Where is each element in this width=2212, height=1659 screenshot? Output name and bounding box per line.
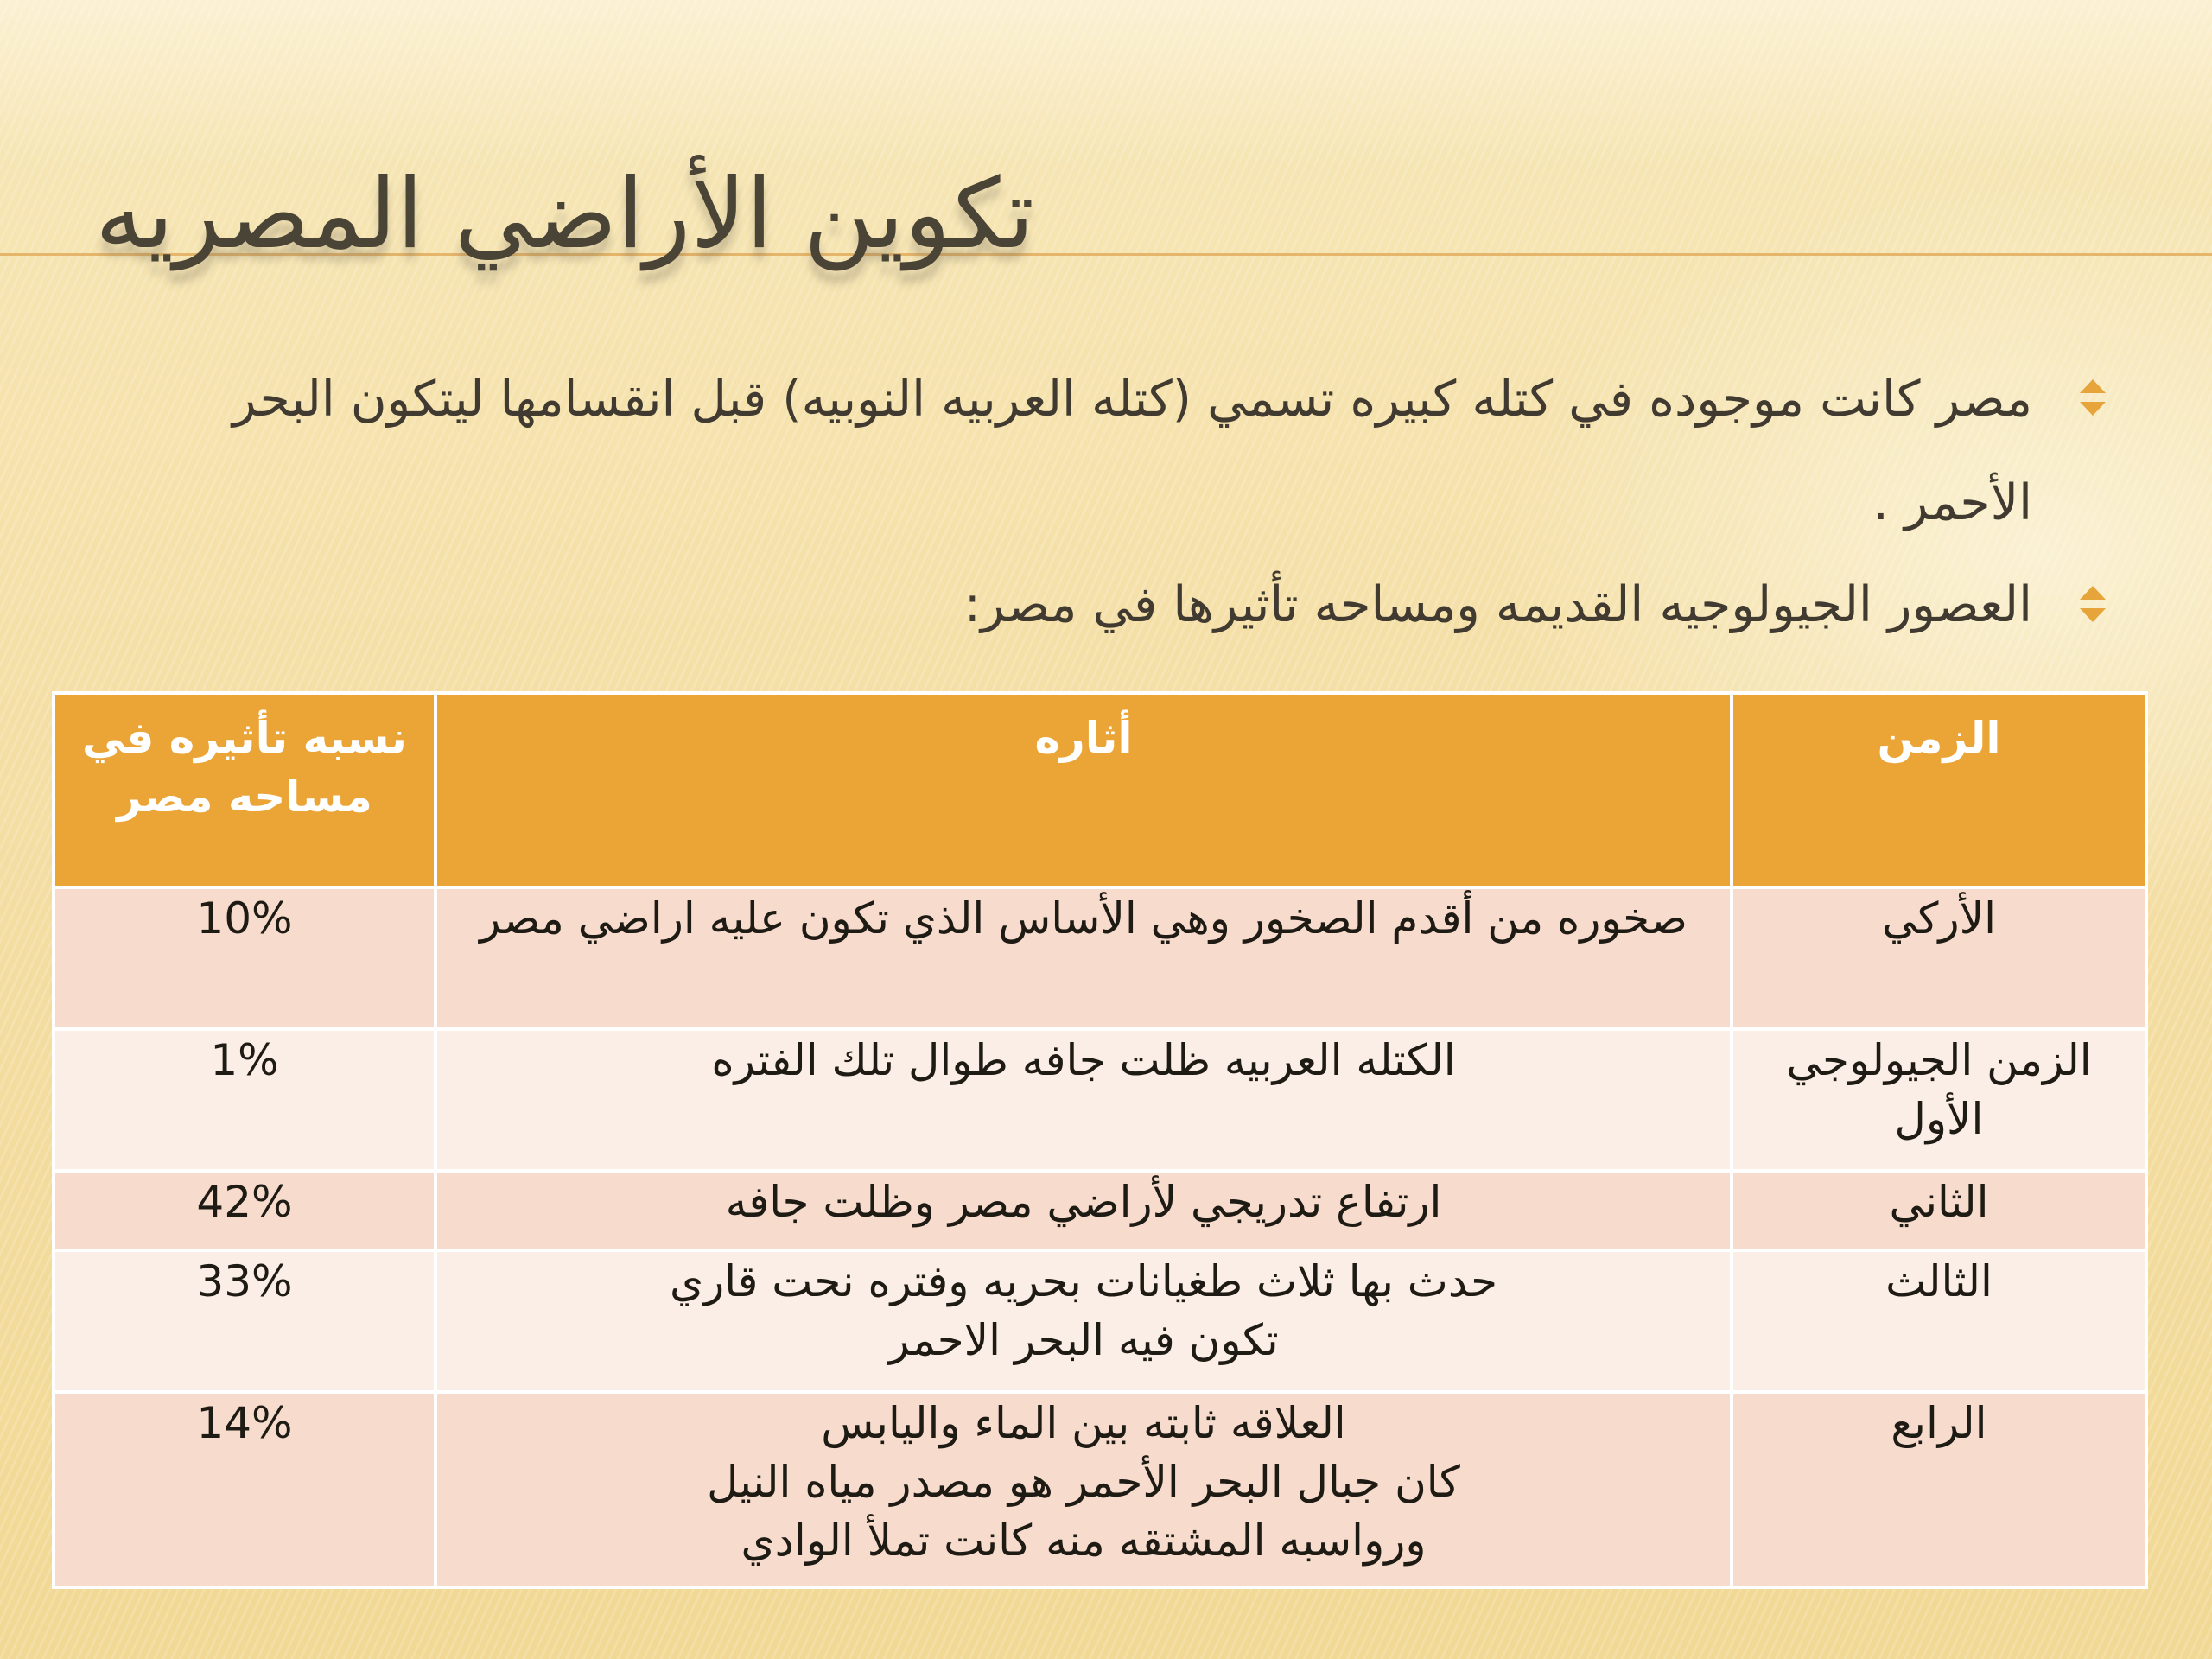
cell-percentage: 1% — [54, 1029, 435, 1171]
cell-effects — [435, 1029, 1732, 1171]
bullet-text: مصر كانت موجوده في كتله كبيره تسمي (كتله العربيه النوبيه) قبل انقسامها ليتكون البحر الأحمر . — [232, 371, 2032, 531]
cell-era: الرابع — [1732, 1392, 2146, 1587]
cell-percentage: 14% — [54, 1392, 435, 1587]
table-row — [54, 1171, 2146, 1250]
cell-effects — [435, 1250, 1732, 1392]
geological-eras-table — [52, 691, 2148, 1589]
table-row — [54, 1250, 2146, 1392]
header-era: الزمن — [1732, 693, 2146, 887]
effect-line: العلاقه ثابته بين الماء واليابس — [821, 1398, 1346, 1448]
cell-era: الثاني — [1732, 1171, 2146, 1250]
table-header-row — [54, 693, 2146, 887]
cell-percentage: 42% — [54, 1171, 435, 1250]
effect-line: كان جبال البحر الأحمر هو مصدر مياه النيل — [707, 1457, 1460, 1507]
diamond-arrow-icon — [2078, 584, 2107, 624]
effect-line: صخوره من أقدم الصخور وهي الأساس الذي تكون عليه اراضي مصر — [480, 893, 1688, 944]
diamond-arrow-icon — [2078, 378, 2107, 417]
cell-era: الزمن الجيولوجي الأول — [1732, 1029, 2146, 1171]
table-row — [54, 1029, 2146, 1171]
cell-percentage: 10% — [54, 887, 435, 1029]
slide-title: تكوين الأراضي المصريه — [95, 158, 1035, 270]
bullet-text: العصور الجيولوجيه القديمه ومساحه تأثيرها في مصر: — [963, 576, 2032, 633]
cell-percentage: 33% — [54, 1250, 435, 1392]
cell-era: الأركي — [1732, 887, 2146, 1029]
cell-era: الثالث — [1732, 1250, 2146, 1392]
header-percentage: نسبه تأثيره في مساحه مصر — [54, 693, 435, 887]
effect-line: الكتله العربيه ظلت جافه طوال تلك الفتره — [711, 1035, 1456, 1085]
header-effects: أثاره — [435, 693, 1732, 887]
cell-effects — [435, 1392, 1732, 1587]
effect-line: حدث بها ثلاث طغيانات بحريه وفتره نحت قاري — [669, 1256, 1498, 1306]
effect-line: ارتفاع تدريجي لأراضي مصر وظلت جافه — [725, 1177, 1442, 1227]
effect-line: ورواسبه المشتقه منه كانت تملأ الوادي — [741, 1516, 1427, 1566]
table-row — [54, 1392, 2146, 1587]
table-row — [54, 887, 2146, 1029]
cell-effects — [435, 887, 1732, 1029]
effect-line: تكون فيه البحر الاحمر — [888, 1315, 1279, 1365]
cell-effects — [435, 1171, 1732, 1250]
